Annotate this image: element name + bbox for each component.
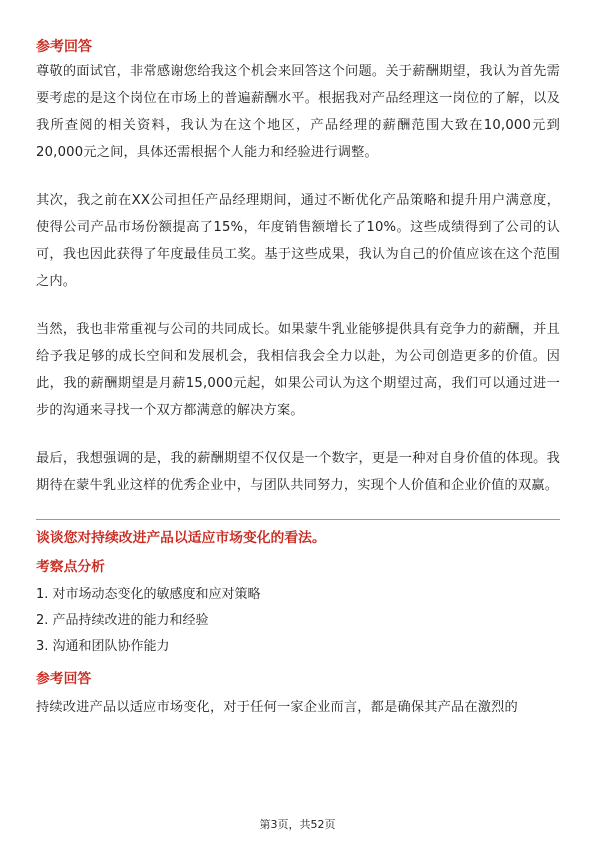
list-item: 3. 沟通和团队协作能力 xyxy=(36,639,170,654)
reference-answer-heading: 参考回答 xyxy=(36,39,92,55)
answer-paragraph-1: 尊敬的面试官，非常感谢您给我这个机会来回答这个问题。关于薪酬期望，我认为首先需要考虑的是这个岗位在市场上的普遍薪酬水平。根据我对产品经理这一岗位的了解，以及我所查阅的相关资料，我认为在这个地区，产品经理的薪酬范围大致在10,000元到20,000元之间，具体还需根据个人能力和经验进行调整。 xyxy=(36,64,560,160)
document-page xyxy=(36,36,560,721)
section-divider xyxy=(36,519,560,520)
answer-paragraph-4: 最后，我想强调的是，我的薪酬期望不仅仅是一个数字，更是一种对自身价值的体现。我期待在蒙牛乳业这样的优秀企业中，与团队共同努力，实现个人价值和企业价值的双赢。 xyxy=(36,451,560,493)
analysis-list xyxy=(36,582,560,660)
reference-answer-heading-2: 参考回答 xyxy=(36,671,92,687)
list-item: 2. 产品持续改进的能力和经验 xyxy=(36,613,209,628)
answer-paragraph-3: 当然，我也非常重视与公司的共同成长。如果蒙牛乳业能够提供具有竞争力的薪酬，并且给予我足够的成长空间和发展机会，我相信我会全力以赴，为公司创造更多的价值。因此，我的薪酬期望是月薪15,000元起，如果公司认为这个期望过高，我们可以通过进一步的沟通来寻找一个双方都满意的解决方案。 xyxy=(36,322,560,418)
answer-paragraph-2: 其次，我之前在XX公司担任产品经理期间，通过不断优化产品策略和提升用户满意度，使得公司产品市场份额提高了15%，年度销售额增长了10%。这些成绩得到了公司的认可，我也因此获得了年度最佳员工奖。基于这些成果，我认为自己的价值应该在这个范围之内。 xyxy=(36,193,560,289)
answer-paragraph-start: 持续改进产品以适应市场变化，对于任何一家企业而言，都是确保其产品在激烈的 xyxy=(36,700,518,715)
page-footer: 第3页，共52页 xyxy=(259,818,336,831)
list-item: 1. 对市场动态变化的敏感度和应对策略 xyxy=(36,587,261,602)
analysis-heading: 考察点分析 xyxy=(36,559,105,575)
question-title: 谈谈您对持续改进产品以适应市场变化的看法。 xyxy=(36,530,326,546)
